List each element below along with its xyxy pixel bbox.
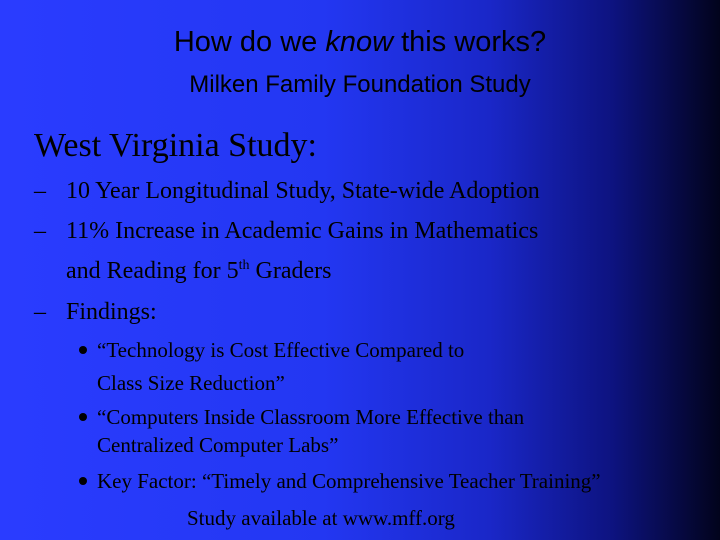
finding-computers-inside: “Computers Inside Classroom More Effective than <box>97 404 524 430</box>
finding-cost-effective-continued: Class Size Reduction” <box>97 371 285 395</box>
finding-computers-inside-continued: Centralized Computer Labs” <box>97 433 339 457</box>
slide-title: How do we know this works? <box>173 26 547 58</box>
list-item-increase: – 11% Increase in Academic Gains in Mathematics <box>34 218 539 244</box>
finding-key-factor: Key Factor: “Timely and Comprehensive Teacher Training” <box>97 468 601 494</box>
title-emphasis: know <box>325 26 394 58</box>
dash-marker: – <box>34 299 46 325</box>
bullet-icon <box>79 346 87 354</box>
list-item-increase-continued: and Reading for 5th Graders <box>66 258 332 284</box>
dash-marker: – <box>34 218 46 244</box>
slide-subtitle: Milken Family Foundation Study <box>189 71 531 98</box>
ordinal-suffix: th <box>238 258 250 273</box>
footer-note: Study available at www.mff.org <box>187 506 455 530</box>
finding-cost-effective: “Technology is Cost Effective Compared to <box>97 337 464 363</box>
section-heading: West Virginia Study: <box>34 127 317 164</box>
bullet-icon <box>79 477 87 485</box>
list-item-findings: – Findings: <box>34 299 157 325</box>
list-item-longitudinal: – 10 Year Longitudinal Study, State-wide Adoption <box>34 178 540 204</box>
bullet-icon <box>79 413 87 421</box>
dash-marker: – <box>34 178 46 204</box>
